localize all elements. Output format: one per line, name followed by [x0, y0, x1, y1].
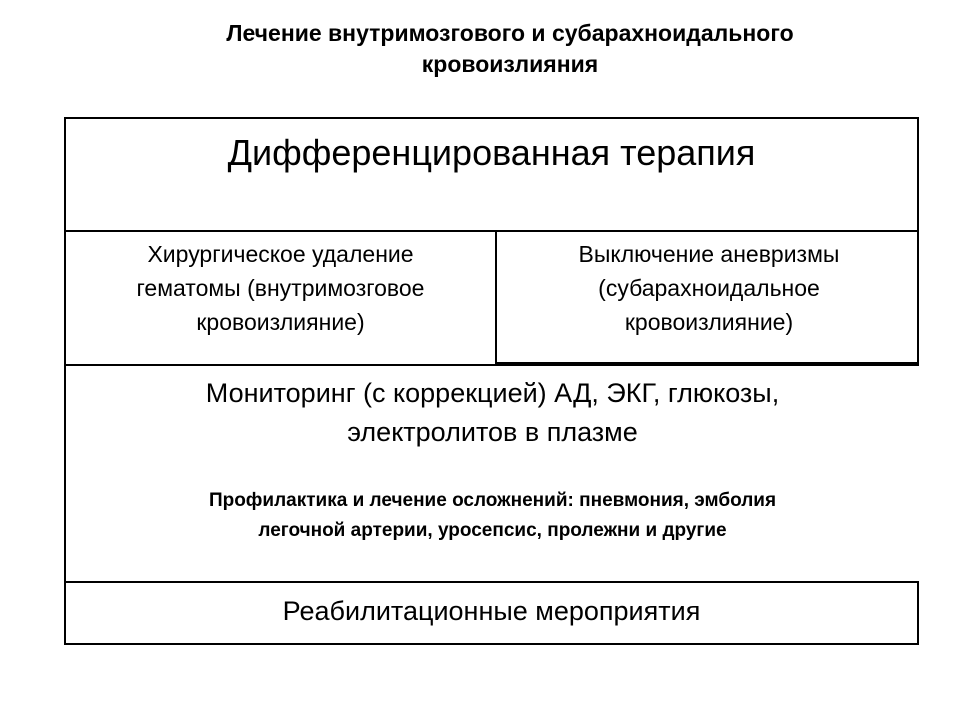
monitoring-line-1: Мониторинг (с коррекцией) АД, ЭКГ, глюкозы,	[205, 378, 780, 408]
monitoring-box	[64, 364, 919, 484]
aneurysm-exclusion-line-1: Выключение аневризмы	[578, 241, 840, 267]
hematoma-surgery-line-2: гематомы (внутримозговое	[136, 275, 425, 301]
hematoma-surgery-line-1: Хирургическое удаление	[147, 241, 414, 267]
complications-prophylaxis-box	[64, 484, 919, 583]
differentiated-therapy-box	[64, 117, 919, 230]
differentiated-therapy-label: Дифференцированная терапия	[227, 132, 756, 173]
aneurysm-exclusion-box	[497, 230, 919, 364]
aneurysm-exclusion-line-3: кровоизлияние)	[624, 309, 794, 335]
rehabilitation-label: Реабилитационные мероприятия	[282, 596, 701, 626]
slide-title-line-2: кровоизлияния	[421, 51, 599, 77]
hematoma-surgery-box	[64, 230, 497, 364]
slide-title-line-1: Лечение внутримозгового и субарахноидального	[226, 20, 794, 46]
rehabilitation-box	[64, 583, 919, 645]
aneurysm-exclusion-line-2: (субарахноидальное	[598, 275, 820, 301]
prophylaxis-line-2: легочной артерии, уросепсис, пролежни и другие	[258, 520, 727, 541]
monitoring-line-2: электролитов в плазме	[347, 417, 638, 447]
hematoma-surgery-line-3: кровоизлияние)	[196, 309, 365, 335]
prophylaxis-line-1: Профилактика и лечение осложнений: пневмония, эмболия	[208, 490, 777, 511]
